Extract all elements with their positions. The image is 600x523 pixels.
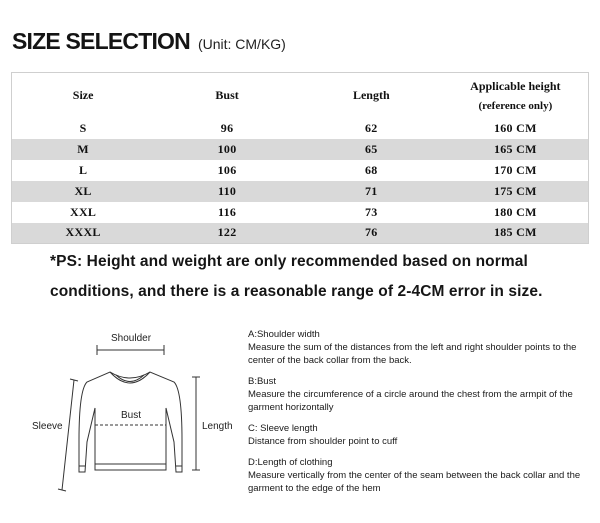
cell-height: 175 CM (493, 183, 537, 198)
cell-bust: 100 (217, 141, 237, 156)
header-height-line1: Applicable height (470, 78, 561, 93)
cell-bust: 106 (217, 162, 237, 177)
cell-bust: 116 (217, 204, 237, 219)
cell-height: 180 CM (493, 204, 537, 219)
cell-size: L (78, 162, 88, 177)
cell-length: 68 (365, 162, 378, 177)
garment-diagram (0, 320, 240, 518)
definition-length (248, 456, 593, 495)
cell-size: XXXL (65, 225, 101, 240)
title-row (12, 28, 286, 55)
header-length: Length (352, 87, 390, 102)
definition-desc: Measure vertically from the center of the seam between the back collar and the garment to the edge of the hem (248, 470, 581, 494)
sleeve-label: Sleeve (32, 421, 63, 432)
table-row (12, 118, 589, 139)
measurement-definitions (248, 328, 593, 503)
cell-length: 73 (365, 204, 378, 219)
page-title: SIZE SELECTION (12, 28, 190, 54)
cell-bust: 110 (217, 183, 237, 198)
sweatshirt-body (79, 372, 182, 472)
table-row (12, 139, 589, 160)
cell-size: M (77, 141, 89, 156)
definition-title: B:Bust (248, 376, 276, 387)
bust-label: Bust (121, 410, 142, 421)
cell-height: 160 CM (493, 120, 537, 135)
cell-length: 62 (365, 120, 378, 135)
length-label: Length (202, 421, 233, 432)
size-table (11, 72, 589, 244)
note-line-1: *PS: Height and weight are only recommended based on normal (50, 253, 528, 270)
shoulder-label: Shoulder (111, 333, 152, 344)
cell-size: XL (74, 183, 92, 198)
header-applicable-height (443, 73, 589, 118)
cell-height: 170 CM (493, 162, 537, 177)
definition-shoulder (248, 328, 593, 367)
definition-desc: Measure the sum of the distances from the left and right shoulder points to the center of the back collar from the back. (248, 342, 577, 366)
unit-label: (Unit: CM/KG) (197, 36, 286, 52)
table-header-row (12, 73, 589, 118)
cell-length: 76 (365, 225, 378, 240)
definition-desc: Distance from shoulder point to cuff (248, 436, 398, 447)
definition-title: A:Shoulder width (248, 329, 320, 340)
table-row (12, 181, 589, 202)
header-bust: Bust (215, 87, 239, 102)
note-line-2: conditions, and there is a reasonable range of 2-4CM error in size. (50, 283, 543, 300)
sleeve-measure-line (62, 380, 74, 490)
cell-height: 185 CM (493, 225, 537, 240)
definition-desc: Measure the circumference of a circle around the chest from the armpit of the garment horizontally (248, 389, 573, 413)
cell-length: 71 (365, 183, 378, 198)
cell-size: XXL (69, 204, 97, 219)
definition-title: D:Length of clothing (248, 457, 333, 468)
cell-bust: 122 (217, 225, 237, 240)
cell-height: 165 CM (493, 141, 537, 156)
header-height-line2: (reference only) (478, 99, 553, 112)
header-size: Size (72, 87, 94, 102)
table-row (12, 223, 589, 244)
sweatshirt-outline (0, 320, 240, 518)
cell-length: 65 (365, 141, 378, 156)
definition-sleeve (248, 422, 593, 448)
cell-size: S (79, 120, 87, 135)
cell-bust: 96 (220, 120, 234, 135)
definition-title: C: Sleeve length (248, 423, 318, 434)
table-row (12, 202, 589, 223)
definition-bust (248, 375, 593, 414)
table-row (12, 160, 589, 181)
